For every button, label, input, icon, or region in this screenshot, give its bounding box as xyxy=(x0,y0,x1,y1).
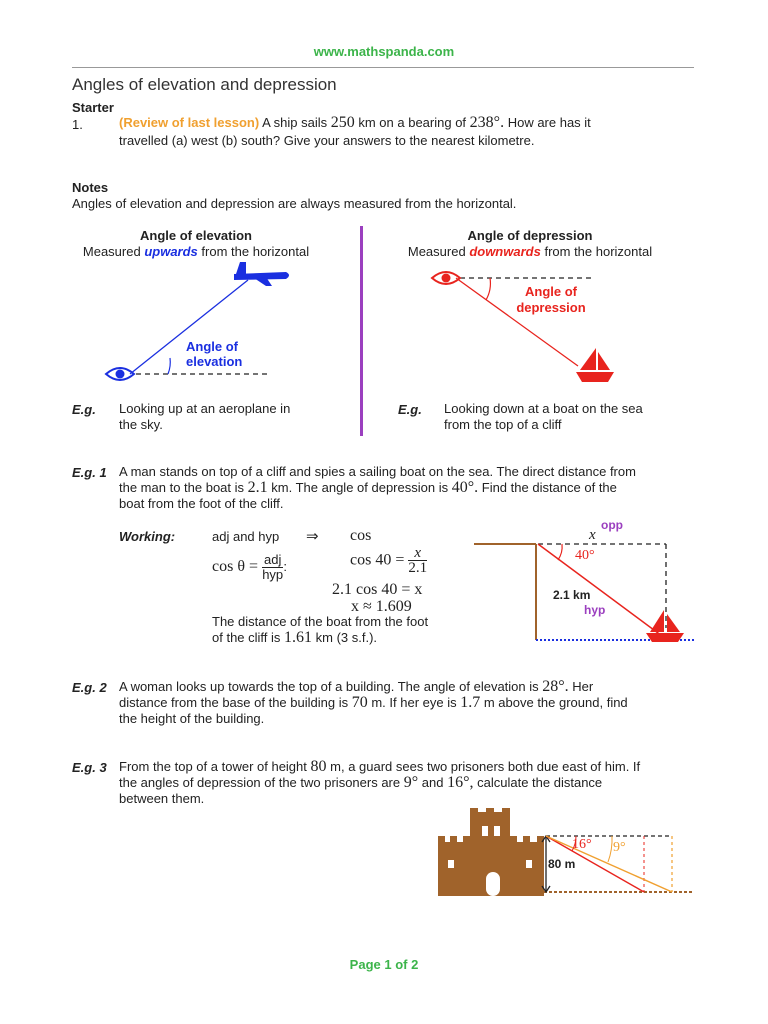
diagram-hyp: hyp xyxy=(584,603,606,617)
eg1-answer xyxy=(212,614,428,646)
depression-pre: Measured xyxy=(407,244,466,259)
depression-label-line1: Angle of xyxy=(525,284,577,299)
x-over-2-1 xyxy=(408,546,427,575)
elevation-example-line2: the sky. xyxy=(119,417,163,432)
starter-distance: 250 xyxy=(330,114,355,131)
elevation-example-line1: Looking up at an aeroplane in xyxy=(119,401,291,416)
eg1-answer-line1: The distance of the boat from the foot xyxy=(212,614,429,629)
eye-icon xyxy=(432,272,460,284)
equation-step4: x ≈ 1.609 xyxy=(351,598,412,615)
diagram-opp: opp xyxy=(601,518,623,532)
working-label: Working: xyxy=(119,529,176,544)
diagram-distance: 2.1 km xyxy=(553,588,591,602)
cos40-equation xyxy=(350,546,427,575)
page-number: Page 1 of 2 xyxy=(349,957,419,972)
eg1-angle: 40°. xyxy=(451,479,479,496)
working-cos: cos xyxy=(350,527,372,544)
elevation-keyword: upwards xyxy=(144,244,198,259)
elevation-pre: Measured xyxy=(82,244,141,259)
depression-eg-label: E.g. xyxy=(398,402,422,417)
cos40: cos 40 = xyxy=(350,551,405,569)
depression-label-line2: depression xyxy=(516,300,586,315)
eg3-angle1: 9° xyxy=(403,774,419,791)
eg1-question xyxy=(119,464,636,512)
tower-diagram xyxy=(436,808,698,896)
eg3-line3: between them. xyxy=(119,791,205,806)
starter-bearing: 238°. xyxy=(469,114,505,131)
review-note: (Review of last lesson) xyxy=(119,115,260,130)
depression-example-line1: Looking down at a boat on the sea xyxy=(444,401,643,416)
starter-question-line2: travelled (a) west (b) south? Give your answers to the nearest kilometre. xyxy=(119,133,535,148)
answer-value: 1.61 xyxy=(284,629,313,646)
eg2-label: E.g. 2 xyxy=(72,680,107,695)
equation-step3: 2.1 cos 40 = x xyxy=(332,581,423,598)
fraction-numerator: adj xyxy=(264,552,282,567)
colon: : xyxy=(283,559,287,575)
starter-text: km on a bearing of xyxy=(358,115,467,130)
fraction-numerator: x xyxy=(408,546,427,561)
aeroplane-icon xyxy=(234,262,289,286)
elevation-angle-arc xyxy=(168,358,170,374)
eye-icon xyxy=(106,368,134,380)
eg3-height: 80 xyxy=(310,758,327,775)
elevation-subtitle xyxy=(72,244,320,259)
notes-heading: Notes xyxy=(72,180,109,195)
elevation-eg-label: E.g. xyxy=(72,402,96,417)
column-divider xyxy=(360,226,363,436)
page-title: Angles of elevation and depression xyxy=(72,75,337,94)
eg2-text: distance from the base of the building is xyxy=(119,695,349,710)
eg1-text: the man to the boat is xyxy=(119,480,245,495)
elevation-angle-label xyxy=(186,339,242,369)
eg1-answer-line2 xyxy=(212,630,428,646)
cos-theta-equation xyxy=(212,553,287,582)
elevation-title: Angle of elevation xyxy=(140,228,252,243)
elevation-post: from the horizontal xyxy=(201,244,310,259)
angle-16-label: 16° xyxy=(572,837,592,852)
eg2-text: A woman looks up towards the top of a building. The angle of elevation is xyxy=(119,679,539,694)
eg2-line1 xyxy=(119,679,628,695)
header-divider xyxy=(72,67,694,68)
depression-angle-arc xyxy=(486,278,490,300)
answer-text: of the cliff is xyxy=(212,630,281,645)
angle-9-label: 9° xyxy=(613,840,626,855)
eg2-text: m. If her eye is xyxy=(371,695,457,710)
diagram-angle: 40° xyxy=(575,548,595,563)
eg2-text: Her xyxy=(572,679,594,694)
notes-text: Angles of elevation and depression are always measured from the horizontal. xyxy=(72,196,517,211)
angle-arc-9 xyxy=(608,836,612,862)
starter-heading: Starter xyxy=(72,100,114,115)
eg3-text: From the top of a tower of height xyxy=(119,759,307,774)
eg3-question xyxy=(119,759,640,807)
eg1-distance: 2.1 xyxy=(247,479,268,496)
fraction-denominator: 2.1 xyxy=(408,560,428,576)
eg2-eye-height: 1.7 xyxy=(460,694,481,711)
eg1-text: Find the distance of the xyxy=(481,480,617,495)
depression-keyword: downwards xyxy=(469,244,541,259)
site-url[interactable]: www.mathspanda.com xyxy=(313,44,455,59)
depression-title: Angle of depression xyxy=(467,228,593,243)
adj-over-hyp xyxy=(262,553,283,582)
eg2-angle: 28°. xyxy=(542,678,569,695)
starter-text: How are has it xyxy=(507,115,591,130)
eg2-distance: 70 xyxy=(351,694,368,711)
eg2-line3: the height of the building. xyxy=(119,711,265,726)
sailboat-icon xyxy=(646,610,684,642)
eg1-line3: boat from the foot of the cliff. xyxy=(119,496,284,511)
eg3-text: m, a guard sees two prisoners both due east of him. If xyxy=(330,759,641,774)
eg3-line2 xyxy=(119,775,640,791)
elevation-label-line2: elevation xyxy=(186,354,243,369)
castle-icon xyxy=(438,808,544,896)
eg2-text: m above the ground, find xyxy=(483,695,628,710)
cos-theta: cos θ = xyxy=(212,558,259,576)
starter-question-line1 xyxy=(119,115,591,131)
angle-arc xyxy=(558,544,562,560)
eg1-text: km. The angle of depression is xyxy=(271,480,449,495)
working-adj-hyp: adj and hyp xyxy=(212,529,280,544)
depression-post: from the horizontal xyxy=(544,244,653,259)
eg2-question xyxy=(119,679,628,727)
answer-text: km (3 s.f.). xyxy=(315,630,378,645)
starter-number: 1. xyxy=(72,117,83,132)
eg3-angle2: 16°, xyxy=(447,774,474,791)
starter-text: A ship sails xyxy=(262,115,328,130)
fraction-denominator: hyp xyxy=(262,567,284,582)
eg3-text: and xyxy=(421,775,444,790)
eg3-text: the angles of depression of the two prisoners are xyxy=(119,775,401,790)
sailboat-icon xyxy=(576,348,614,382)
depression-subtitle xyxy=(398,244,662,259)
eg2-line2 xyxy=(119,695,628,711)
eg3-text: calculate the distance xyxy=(477,775,603,790)
eg1-line2 xyxy=(119,480,636,496)
diagram-x: x xyxy=(589,527,596,543)
depression-diagram xyxy=(428,264,628,388)
eg3-line1 xyxy=(119,759,640,775)
implies-arrow: ⇒ xyxy=(306,528,319,545)
depression-example xyxy=(444,401,643,433)
depression-example-line2: from the top of a cliff xyxy=(444,417,562,432)
tower-height-label: 80 m xyxy=(548,857,576,871)
eg1-label: E.g. 1 xyxy=(72,465,107,480)
depression-angle-label xyxy=(506,284,596,316)
eg3-label: E.g. 3 xyxy=(72,760,107,775)
elevation-label-line1: Angle of xyxy=(186,339,238,354)
elevation-example xyxy=(119,401,290,433)
eg1-line1: A man stands on top of a cliff and spies a sailing boat on the sea. The direct distance from xyxy=(119,464,636,479)
